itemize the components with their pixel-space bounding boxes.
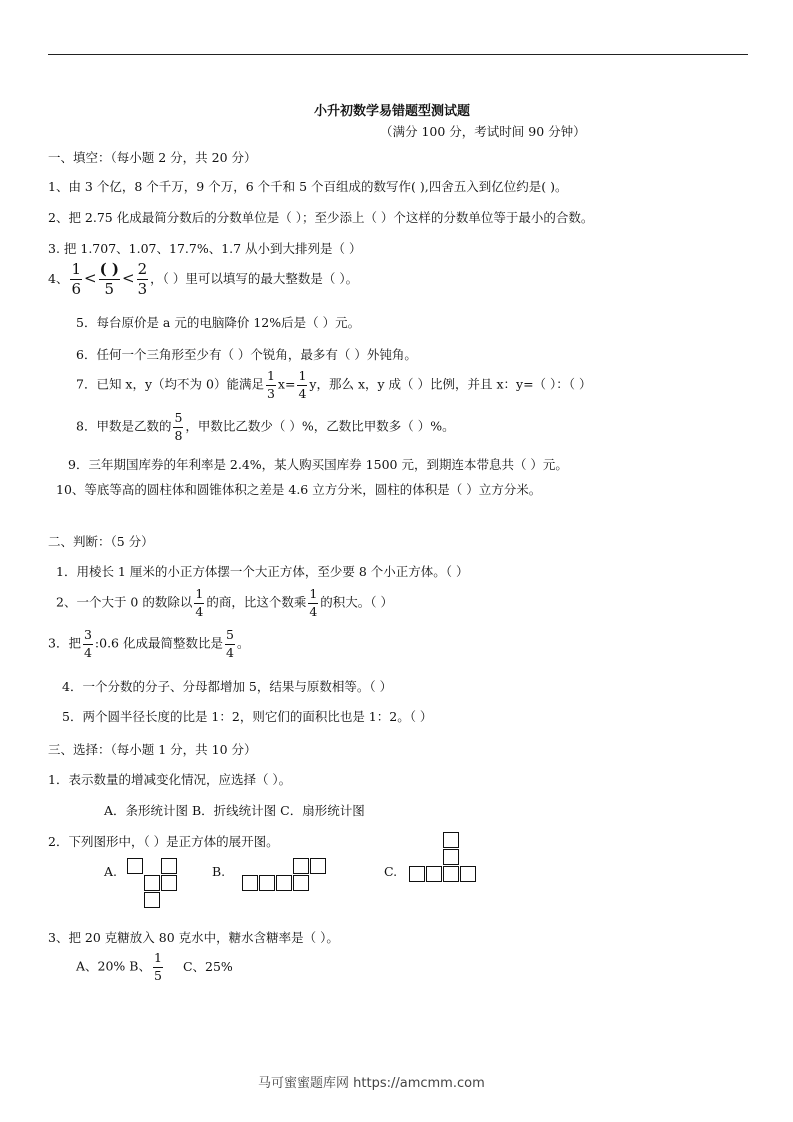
page-subtitle: （满分 100 分，考试时间 90 分钟） — [380, 124, 586, 139]
question-3-3-options — [76, 952, 233, 982]
top-rule — [48, 54, 748, 55]
question-3-3: 3、把 20 克糖放入 80 克水中，糖水含糖率是（ ）。 — [48, 930, 339, 945]
net-cell — [443, 832, 459, 848]
fraction — [153, 952, 163, 982]
fraction-numerator: 1 — [266, 370, 276, 386]
fraction-denominator: 8 — [174, 427, 183, 443]
net-cell — [293, 858, 309, 874]
question-3-2: 2．下列图形中，（ ）是正方体的展开图。 — [48, 834, 279, 849]
question-3-1: 1．表示数量的增减变化情况，应选择（ ）。 — [48, 772, 292, 787]
q7-text-a: 7．已知 x，y（均不为 0）能满足 — [76, 376, 264, 392]
q3-option-text-a: A、20% B、 — [76, 958, 151, 974]
question-1-10: 10、等底等高的圆柱体和圆锥体积之差是 4.6 立方分米，圆柱的体积是（ ）立方分米。 — [56, 482, 542, 497]
fraction-numerator: 3 — [83, 629, 93, 645]
net-cell — [443, 849, 459, 865]
fraction-denominator: 4 — [195, 603, 204, 619]
fraction — [194, 588, 204, 618]
net-cell — [144, 892, 160, 908]
page-title: 小升初数学易错题型测试题 — [314, 104, 471, 119]
net-cell — [161, 858, 177, 874]
net-cell — [259, 875, 275, 891]
q8-text-a: 8．甲数是乙数的 — [76, 418, 172, 434]
q7-text-c: y，那么 x，y 成（ ）比例，并且 x：y=（ ）：（ ） — [309, 376, 592, 392]
fraction-denominator: 3 — [266, 385, 275, 401]
question-2-5: 5．两个圆半径长度的比是 1：2，则它们的面积比也是 1：2。（ ） — [62, 709, 433, 724]
less-than-sign: < — [122, 269, 135, 287]
fraction — [70, 262, 82, 297]
fraction — [225, 629, 235, 659]
fraction-denominator: 3 — [137, 280, 148, 298]
fraction-numerator: 5 — [225, 629, 235, 645]
fraction-numerator: ( ) — [99, 260, 119, 278]
section2-heading: 二、判断：（5 分） — [48, 534, 154, 549]
question-1-2: 2、把 2.75 化成最简分数后的分数单位是（ ）；至少添上（ ）个这样的分数单位等于最小的合数。 — [48, 210, 594, 225]
fraction-numerator: 2 — [137, 260, 148, 278]
q3-option-text-c: C、25% — [182, 958, 233, 974]
fraction-denominator: 5 — [153, 967, 162, 983]
question-3-1-options: A．条形统计图 B．折线统计图 C．扇形统计图 — [104, 803, 365, 818]
fraction-denominator: 6 — [71, 280, 81, 298]
fraction — [99, 262, 120, 297]
net-cell — [144, 875, 160, 891]
footer-watermark: 马可蜜蜜题库网 https://amcmm.com — [258, 1076, 485, 1091]
question-1-5: 5．每台原价是 a 元的电脑降价 12%后是（ ）元。 — [76, 315, 361, 330]
q4-suffix: ，（ ）里可以填写的最大整数是（ ）。 — [150, 271, 359, 286]
option-c-label: C. — [384, 864, 398, 879]
fraction — [137, 262, 149, 297]
fraction-denominator: 4 — [225, 644, 234, 660]
question-1-9: 9．三年期国库券的年利率是 2.4%，某人购买国库券 1500 元，到期连本带息共（ ）元。 — [68, 457, 568, 472]
fraction-numerator: 1 — [297, 370, 307, 386]
net-cell — [161, 875, 177, 891]
question-2-4: 4．一个分数的分子、分母都增加 5，结果与原数相等。（ ） — [62, 679, 393, 694]
net-cell — [460, 866, 476, 882]
fraction-numerator: 5 — [173, 412, 183, 428]
q3-text-b: :0.6 化成最简整数比是 — [94, 635, 223, 651]
fraction-numerator: 1 — [71, 260, 81, 278]
net-cell — [409, 866, 425, 882]
section1-heading: 一、填空：（每小题 2 分，共 20 分） — [48, 150, 257, 165]
net-cell — [426, 866, 442, 882]
question-1-4 — [48, 262, 358, 297]
question-1-7 — [76, 370, 592, 400]
q4-prefix: 4、 — [48, 271, 69, 286]
fraction — [266, 370, 276, 400]
question-1-6: 6．任何一个三角形至少有（ ）个锐角，最多有（ ）外钝角。 — [76, 347, 417, 362]
q7-text-b: x= — [277, 376, 296, 392]
net-cell — [242, 875, 258, 891]
fraction — [308, 588, 318, 618]
less-than-sign: < — [84, 269, 97, 287]
fraction-denominator: 4 — [309, 603, 318, 619]
fraction-numerator: 1 — [194, 588, 204, 604]
net-cell — [127, 858, 143, 874]
question-1-3: 3. 把 1.707、1.07、17.7%、1.7 从小到大排列是（ ） — [48, 241, 362, 256]
q2-text-b: 的商，比这个数乘 — [206, 594, 307, 610]
fraction-numerator: 1 — [308, 588, 318, 604]
q8-text-b: ，甲数比乙数少（ ）%，乙数比甲数多（ ）%。 — [185, 418, 455, 434]
question-1-8 — [76, 412, 455, 442]
net-cell — [293, 875, 309, 891]
fraction-denominator: 4 — [298, 385, 307, 401]
fraction — [297, 370, 307, 400]
net-cell — [310, 858, 326, 874]
section3-heading: 三、选择：（每小题 1 分，共 10 分） — [48, 742, 257, 757]
fraction-denominator: 4 — [83, 644, 92, 660]
net-cell — [443, 866, 459, 882]
q3-text-a: 3．把 — [48, 635, 81, 651]
question-2-3 — [48, 629, 249, 659]
question-2-1: 1．用棱长 1 厘米的小正方体摆一个大正方体，至少要 8 个小正方体。（ ） — [56, 564, 469, 579]
q2-text-c: 的积大。（ ） — [320, 594, 394, 610]
option-b-label: B. — [212, 864, 226, 879]
question-1-1: 1、由 3 个亿，8 个千万，9 个万，6 个千和 5 个百组成的数写作( ),四舍五入到亿位约是( )。 — [48, 179, 568, 194]
question-2-2 — [56, 588, 393, 618]
fraction — [83, 629, 93, 659]
net-cell — [276, 875, 292, 891]
q3-text-c: 。 — [236, 635, 250, 651]
fraction-numerator: 1 — [153, 952, 163, 968]
option-a-label: A. — [104, 864, 118, 879]
fraction — [173, 412, 183, 442]
q2-text-a: 2、一个大于 0 的数除以 — [56, 594, 193, 610]
fraction-denominator: 5 — [104, 280, 115, 298]
